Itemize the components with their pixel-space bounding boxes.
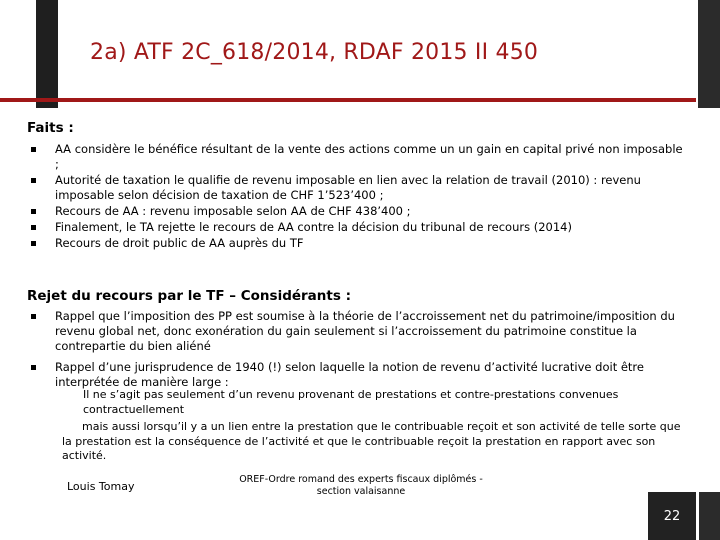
list-item: Autorité de taxation le qualifie de revenu imposable en lien avec la relation de travail (2010) : revenu imposable selon décision de taxation de CHF 1’523’400 ; [30,173,690,203]
sub-point-1: Il ne s’agit pas seulement d’un revenu provenant de prestations et contre-prestations convenues contractuellement [83,388,619,416]
page-number: 22 [648,492,696,540]
title-underline [0,98,696,102]
sub-point-2: mais aussi lorsqu’il y a un lien entre la prestation que le contribuable reçoit et son activité de telle sorte que la prestation est la conséquence de l’activité et que le contribuable reçoit la prestation en rapport avec son activité. [62,420,681,462]
footer-decor-bar [699,492,720,540]
rejet-list [30,309,690,391]
right-decor-bar [698,0,720,108]
list-item: Rappel d’une jurisprudence de 1940 (!) selon laquelle la notion de revenu d’activité lucrative doit être interprétée de manière large : [30,360,690,390]
list-item: Recours de droit public de AA auprès du TF [30,236,690,251]
faits-list [30,142,690,252]
list-item: Rappel que l’imposition des PP est soumise à la théorie de l’accroissement net du patrimoine/imposition du revenu global net, donc exonération du gain seulement si l’accroissement du patrimoine constitue la contrepartie du bien aliéné [30,309,690,354]
list-item: Recours de AA : revenu imposable selon AA de CHF 438’400 ; [30,204,690,219]
faits-heading: Faits : [27,120,74,136]
rejet-heading: Rejet du recours par le TF – Considérants : [27,288,351,304]
footer-author: Louis Tomay [67,480,135,493]
list-item: Finalement, le TA rejette le recours de AA contre la décision du tribunal de recours (2014) [30,220,690,235]
slide-title: 2a) ATF 2C_618/2014, RDAF 2015 II 450 [90,40,539,65]
footer-organization: OREF-Ordre romand des experts fiscaux diplômés - section valaisanne [239,474,483,497]
list-item: AA considère le bénéfice résultant de la vente des actions comme un un gain en capital privé non imposable ; [30,142,690,172]
left-decor-bar [36,0,58,108]
